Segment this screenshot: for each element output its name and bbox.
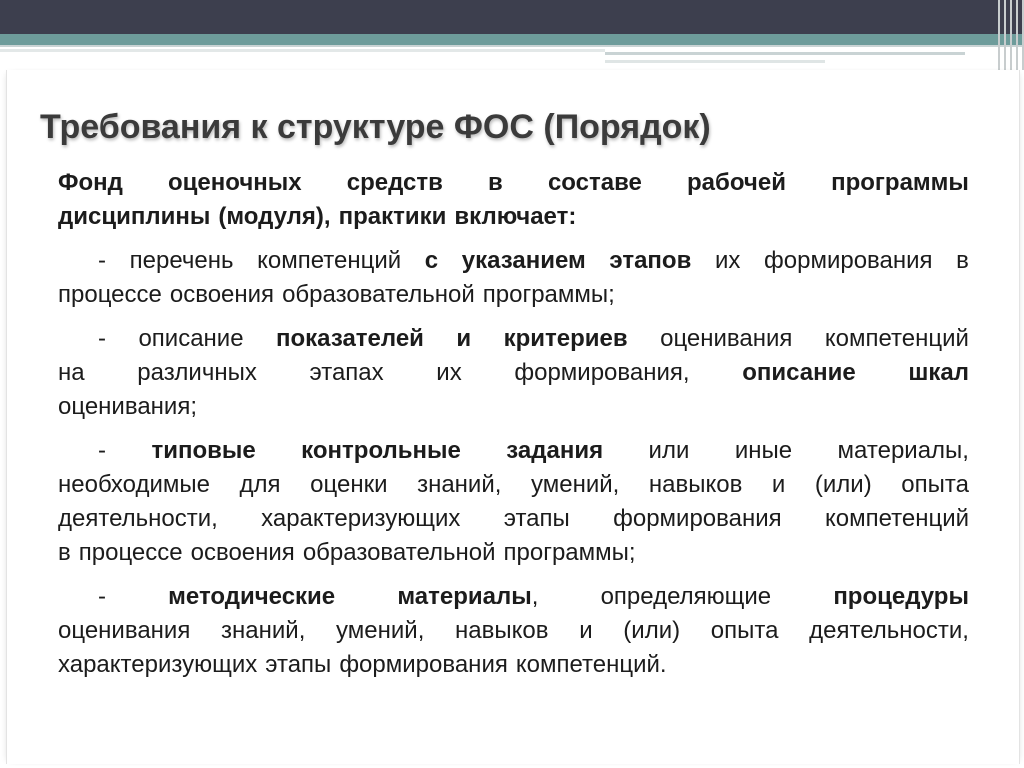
header-stripes-decoration [994,0,1024,70]
list-item [58,244,969,312]
item-line: оценивания знаний, умений, навыков и (или) опыта деятельности, [58,617,969,644]
list-item [58,434,969,570]
item-line: - перечень компетенций с указанием этапов их формирования в [98,247,969,274]
item-line: необходимые для оценки знаний, умений, навыков и (или) опыта [58,471,969,498]
item-line: характеризующих этапы формирования компетенций. [58,651,667,678]
item-line: процессе освоения образовательной программы; [58,281,615,308]
slide-body [58,166,969,692]
header-teal-band [0,34,1024,45]
list-item [58,580,969,682]
item-line: деятельности, характеризующих этапы формирования компетенций [58,505,969,532]
intro-line: дисциплины (модуля), практики включает: [58,203,577,230]
header-accent-line [0,49,610,52]
header-dark-band [0,0,1024,34]
item-line: оценивания; [58,393,197,420]
intro-line: Фонд оценочных средств в составе рабочей программы [58,169,969,196]
item-line: - методические материалы, определяющие процедуры [98,583,969,610]
header-decor-lines [605,47,1005,67]
slide-title: Требования к структуре ФОС (Порядок) [40,108,711,146]
item-line: в процессе освоения образовательной программы; [58,539,636,566]
item-line: на различных этапах их формирования, описание шкал [58,359,969,386]
list-item [58,322,969,424]
intro-paragraph [58,166,969,234]
item-line: - типовые контрольные задания или иные материалы, [98,437,969,464]
item-line: - описание показателей и критериев оценивания компетенций [98,325,969,352]
